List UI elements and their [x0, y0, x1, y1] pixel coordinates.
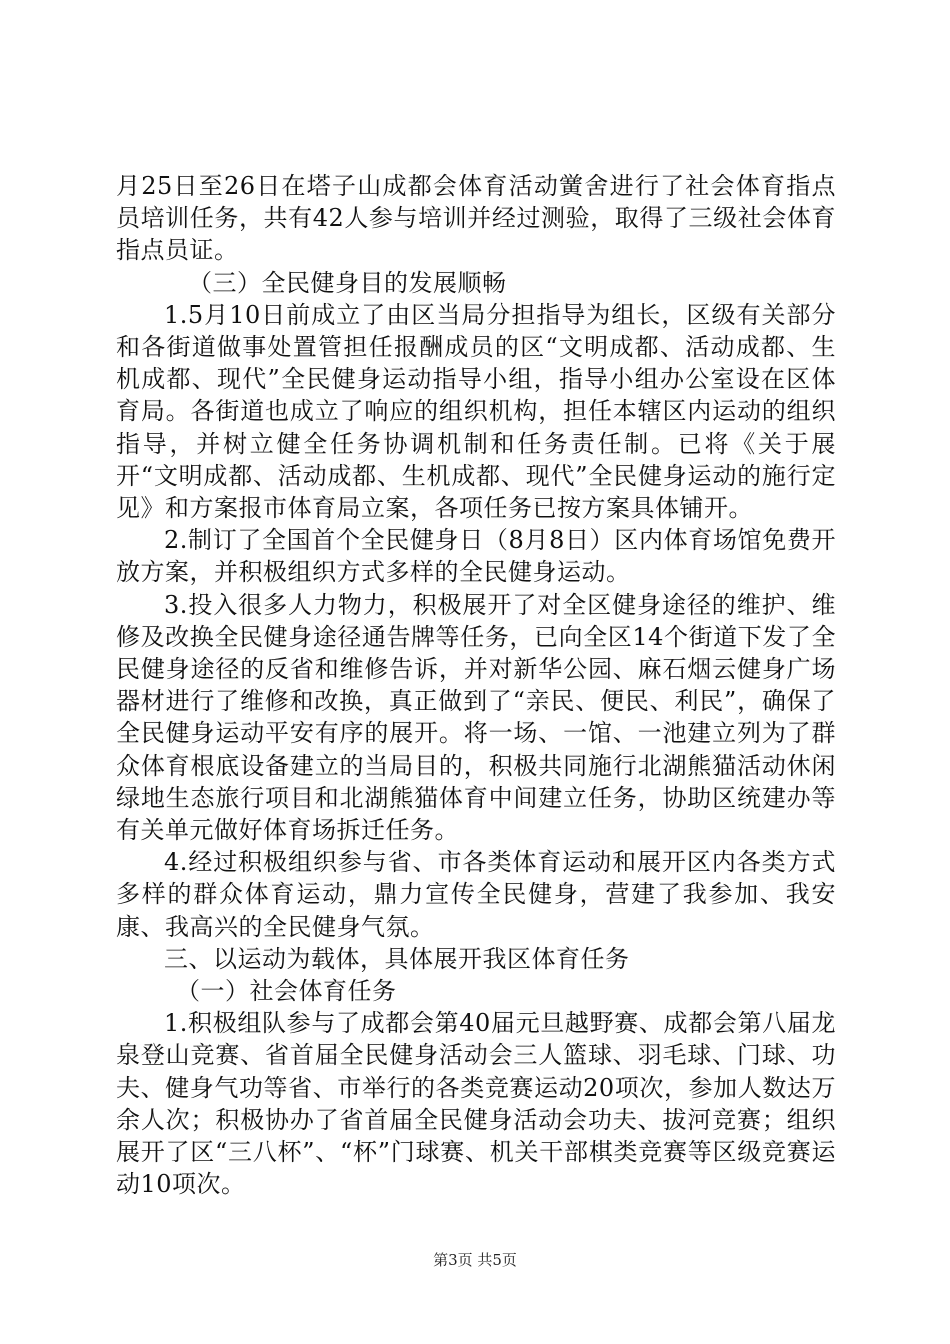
paragraph-continuation: 月25日至26日在塔子山成都会体育活动黉舍进行了社会体育指点员培训任务，共有42人参与培训并经过测验，取得了三级社会体育指点员证。: [116, 172, 836, 265]
section-heading-1: （一）社会体育任务: [176, 977, 397, 1006]
page-number-footer: 第3页 共5页: [433, 1251, 517, 1269]
paragraph-item-4: 4.经过积极组织参与省、市各类体育运动和展开区内各类方式多样的群众体育运动，鼎力宣传全民健身，营建了我参加、我安康、我高兴的全民健身气氛。: [116, 848, 836, 941]
document-body: [116, 170, 836, 1201]
paragraph-item-1: 1.5月10日前成立了由区当局分担指导为组长，区级有关部分和各街道做事处置管担任报酬成员的区“文明成都、活动成都、生机成都、现代”全民健身运动指导小组，指导小组办公室设在区体育局。各街道也成立了响应的组织机构，担任本辖区内运动的组织指导，并树立健全任务协调机制和任务责任制。已将《关于展开“文明成都、活动成都、生机成都、现代”全民健身运动的施行定见》和方案报市体育局立案，各项任务已按方案具体铺开。: [116, 300, 836, 523]
paragraph-item-1-social-sports: 1.积极组队参与了成都会第40届元旦越野赛、成都会第八届龙泉登山竞赛、省首届全民健身活动会三人篮球、羽毛球、门球、功夫、健身气功等省、市举行的各类竞赛运动20项次，参加人数达万余人次；积极协办了省首届全民健身活动会功夫、拔河竞赛；组织展开了区“三八杯”、“杯”门球赛、机关干部棋类竞赛等区级竞赛运动10项次。: [116, 1009, 836, 1199]
paragraph-item-2: 2.制订了全国首个全民健身日（8月8日）区内体育场馆免费开放方案，并积极组织方式多样的全民健身运动。: [116, 526, 836, 587]
paragraph-item-3: 3.投入很多人力物力，积极展开了对全区健身途径的维护、维修及改换全民健身途径通告牌等任务，已向全区14个街道下发了全民健身途径的反省和维修告诉，并对新华公园、麻石烟云健身广场器材进行了维修和改换，真正做到了“亲民、便民、利民”，确保了全民健身运动平安有序的展开。将一场、一馆、一池建立列为了群众体育根底设备建立的当局目的，积极共同施行北湖熊猫活动休闲绿地生态旅行项目和北湖熊猫体育中间建立任务，协助区统建办等有关单元做好体育场拆迁任务。: [116, 590, 836, 845]
chapter-heading-3: 三、以运动为载体，具体展开我区体育任务: [164, 944, 630, 973]
section-heading-3: （三）全民健身目的发展顺畅: [188, 268, 507, 297]
